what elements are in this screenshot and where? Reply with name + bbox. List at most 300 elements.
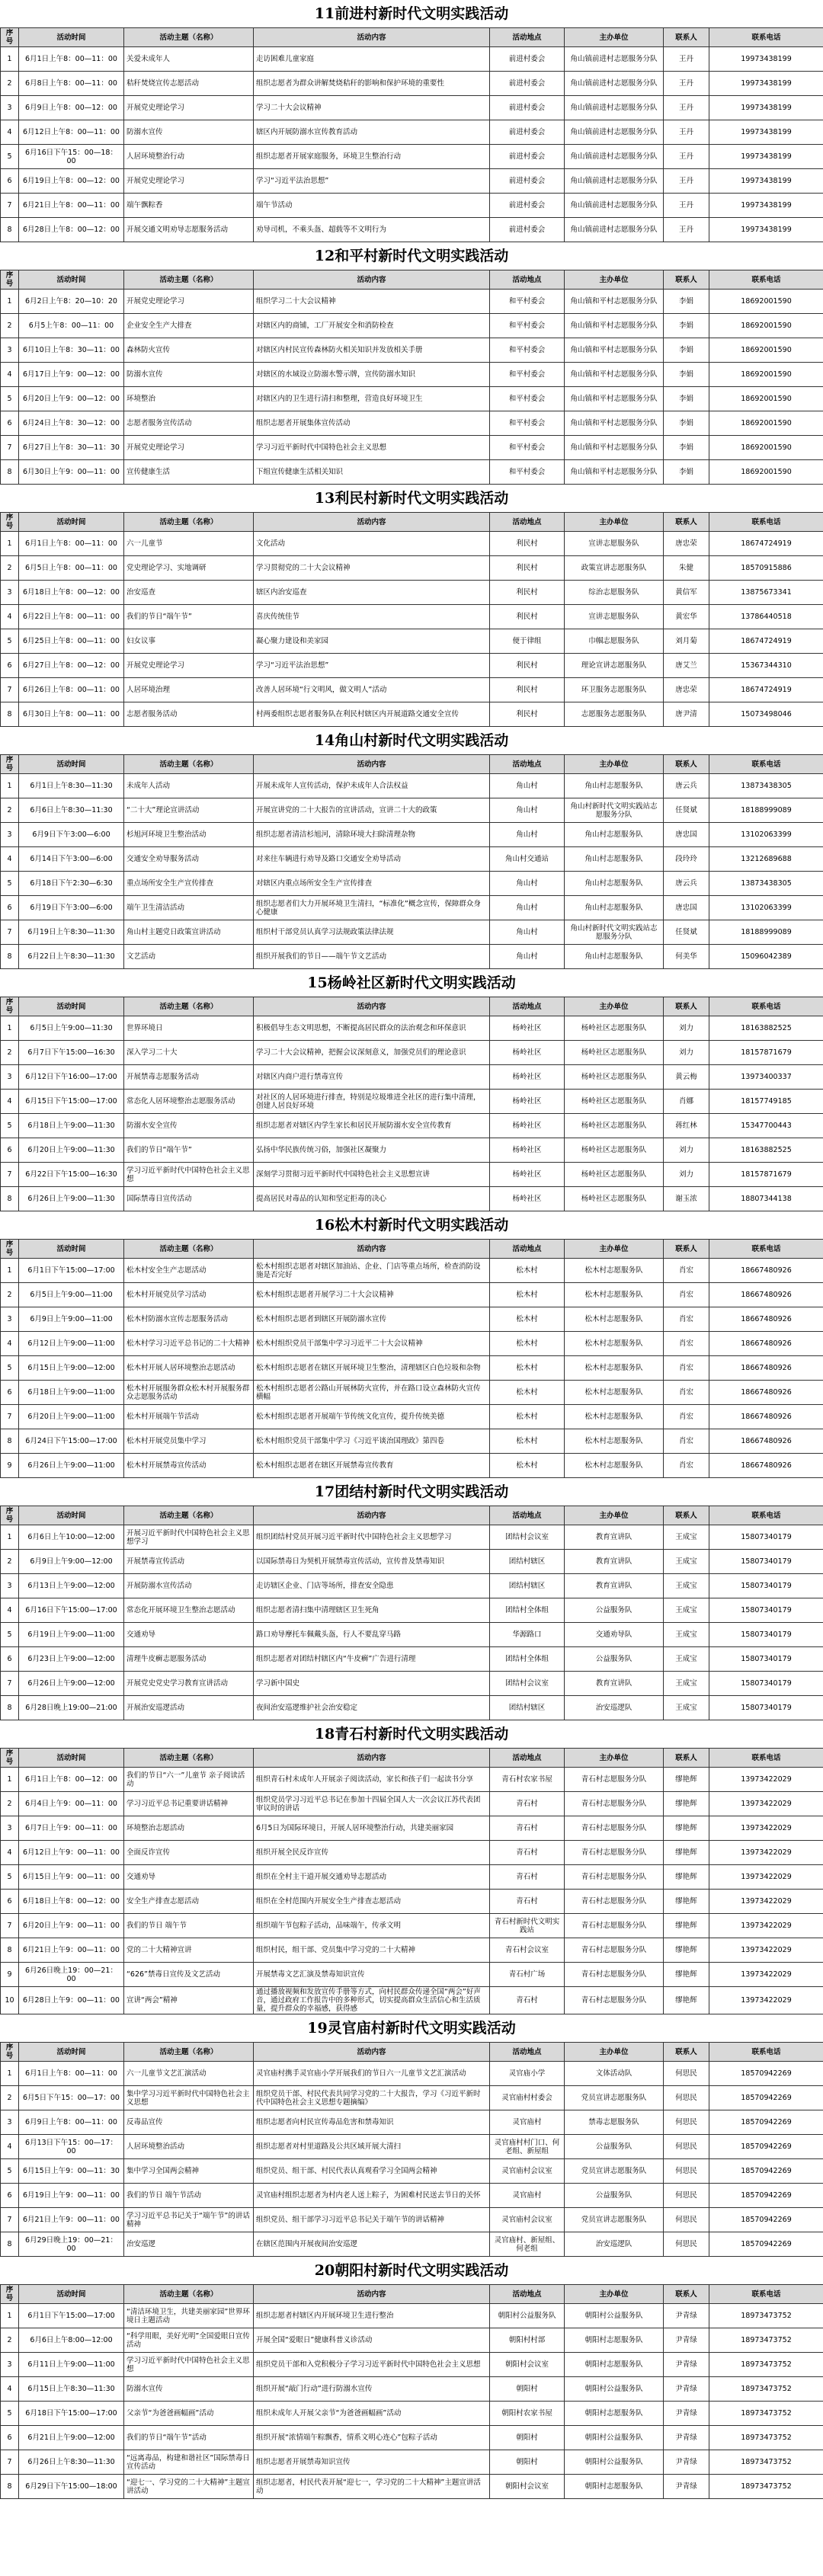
table-cell: 朝阳村村部	[490, 2328, 565, 2353]
table-cell: 何思民	[664, 2184, 709, 2208]
table-cell: 松木村组织志愿者到辖区开展防溺水宣传	[254, 1307, 490, 1332]
table-cell: 组织志愿者开展集体宣传活动	[254, 411, 490, 436]
table-cell: 治安巡逻队	[565, 2232, 664, 2257]
table-row	[1, 1016, 823, 1041]
table-cell: 王成宝	[664, 1696, 709, 1720]
table-row	[1, 1041, 823, 1065]
table-cell: 18667480926	[709, 1429, 823, 1454]
table-row	[1, 1865, 823, 1890]
table-cell: 灵官庙村村委会	[490, 2086, 565, 2110]
table-cell: 6月6日上午8:00—12:00	[19, 2328, 124, 2353]
table-row	[1, 774, 823, 798]
table-cell: 走访困难儿童家庭	[254, 47, 490, 72]
column-header: 联系人	[664, 2285, 709, 2304]
table-cell: 松木村	[490, 1405, 565, 1429]
table-cell: 2	[1, 798, 19, 823]
table-cell: 防溺水宣传	[124, 363, 254, 387]
table-cell: 任贤斌	[664, 798, 709, 823]
table-cell: 李娟	[664, 460, 709, 485]
table-cell: 唐忠荣	[664, 532, 709, 556]
table-cell: 组织志愿者，村民代表开展“迎七一，学习党的二十大精神”主题宣讲活动	[254, 2475, 490, 2499]
table-cell: 杨岭社区	[490, 1114, 565, 1138]
table-cell: 李娟	[664, 411, 709, 436]
table-cell: 8	[1, 945, 19, 969]
table-cell: 13973422029	[709, 1938, 823, 1963]
table-cell: 我们的节日 端午节	[124, 1914, 254, 1938]
table-cell: 6	[1, 1381, 19, 1405]
table-cell: 5	[1, 629, 19, 654]
table-cell: 6月5日上午9:00—11:00	[19, 1283, 124, 1307]
table-cell: 角山村志愿服务队	[565, 823, 664, 847]
table-cell: 6月29日下午15:00—18:00	[19, 2475, 124, 2499]
table-cell: 6月27日上午8：30—11：30	[19, 436, 124, 460]
table-cell: 18157749185	[709, 1090, 823, 1114]
table-cell: 开展党史理论学习	[124, 290, 254, 314]
column-header: 活动时间	[19, 1749, 124, 1768]
table-cell: 对辖区的水域设立防溺水警示牌，宣传防溺水知识	[254, 363, 490, 387]
table-cell: 5	[1, 872, 19, 896]
table-cell: 尹青绿	[664, 2402, 709, 2426]
table-cell: 和平村委会	[490, 460, 565, 485]
column-header: 活动内容	[254, 270, 490, 290]
table-row	[1, 1405, 823, 1429]
table-cell: 15073498046	[709, 702, 823, 727]
table-cell: 13102063399	[709, 823, 823, 847]
table-cell: 青石村	[490, 1890, 565, 1914]
table-cell: 松木村组织志愿者开展学习二十大会议精神	[254, 1283, 490, 1307]
table-cell: 交通劝导队	[565, 1623, 664, 1647]
table-cell: 李娟	[664, 363, 709, 387]
table-cell: 团结村全体组	[490, 1647, 565, 1672]
table-cell: 松木村组织党员干部集中学习习近平二十大会议精神	[254, 1332, 490, 1356]
column-header: 活动地点	[490, 1506, 565, 1525]
table-cell: 角山镇和平村志愿服务分队	[565, 387, 664, 411]
table-cell: 前进村委会	[490, 96, 565, 120]
table-cell: 走访辖区企业、门店等场所，排查安全隐患	[254, 1574, 490, 1598]
table-cell: 辖区内治安巡查	[254, 581, 490, 605]
table-cell: 开展党史理论学习	[124, 169, 254, 194]
table-cell: 3	[1, 1065, 19, 1090]
table-row	[1, 1090, 823, 1114]
table-cell: 开展党史理论学习	[124, 96, 254, 120]
table-cell: 18667480926	[709, 1405, 823, 1429]
column-header: 活动时间	[19, 2043, 124, 2062]
table-cell: 学习习近平总书记重要讲话精神	[124, 1792, 254, 1816]
table-cell: 何美华	[664, 945, 709, 969]
table-cell: 松木村开展服务群众松木村开展服务群众志愿服务活动	[124, 1381, 254, 1405]
table-cell: 18163882525	[709, 1016, 823, 1041]
table-cell: 角山镇和平村志愿服务分队	[565, 314, 664, 338]
section-title: 13利民村新时代文明实践活动	[314, 490, 509, 507]
column-header: 活动主题（名称）	[124, 997, 254, 1016]
table-row	[1, 1672, 823, 1696]
table-cell: 6月9日上午8：00—12：00	[19, 96, 124, 120]
table-cell: 18667480926	[709, 1332, 823, 1356]
column-header: 联系电话	[709, 755, 823, 774]
table-cell: 缪艳辉	[664, 1890, 709, 1914]
table-cell: 6月28日上午8：00—12：00	[19, 218, 124, 242]
table-cell: 18674724919	[709, 629, 823, 654]
table-cell: 组织在全村主干道开展交通劝导志愿活动	[254, 1865, 490, 1890]
table-cell: 教育宣讲队	[565, 1574, 664, 1598]
table-cell: 王丹	[664, 169, 709, 194]
table-cell: 何思民	[664, 2232, 709, 2257]
table-row	[1, 1525, 823, 1550]
table-cell: 清理牛皮癣志愿服务活动	[124, 1647, 254, 1672]
table-header-row	[1, 513, 823, 532]
table-cell: 6	[1, 169, 19, 194]
table-cell: 角山镇前进村志愿服务分队	[565, 47, 664, 72]
table-cell: 13973422029	[709, 1841, 823, 1865]
table-cell: 组织开展“敲门行动”进行防溺水宣传	[254, 2377, 490, 2402]
table-cell: 开展未成年人宣传活动，保护未成年人合法权益	[254, 774, 490, 798]
column-header: 序号	[1, 513, 19, 532]
table-cell: 6月12日上午9：00—11：00	[19, 1841, 124, 1865]
table-cell: 3	[1, 2353, 19, 2377]
table-cell: 松木村学习习近平总书记的二十大精神	[124, 1332, 254, 1356]
table-cell: 王成宝	[664, 1672, 709, 1696]
table-cell: 18973473752	[709, 2328, 823, 2353]
table-cell: 下组宣传健康生活相关知识	[254, 460, 490, 485]
table-cell: 6月18日下午15:00—17:00	[19, 2402, 124, 2426]
table-cell: 5	[1, 387, 19, 411]
table-cell: 2	[1, 2328, 19, 2353]
table-row	[1, 1065, 823, 1090]
table-cell: 15347700443	[709, 1114, 823, 1138]
table-cell: 角山村	[490, 945, 565, 969]
table-cell: 理论宣讲志愿服务队	[565, 654, 664, 678]
table-cell: 尹青绿	[664, 2328, 709, 2353]
table-cell: 开展党史理论学习	[124, 436, 254, 460]
table-cell: 开展禁毒文艺汇演及禁毒知识宣传	[254, 1963, 490, 1987]
table-cell: 学习习近平新时代中国特色社会主义思想	[254, 436, 490, 460]
column-header: 活动内容	[254, 513, 490, 532]
table-cell: 6月20日上午9：00—11：00	[19, 1914, 124, 1938]
table-cell: 6月27日上午8：00—12：00	[19, 654, 124, 678]
activity-section	[0, 485, 823, 727]
table-cell: 缪艳辉	[664, 1768, 709, 1792]
table-cell: 2	[1, 314, 19, 338]
table-cell: 19973438199	[709, 194, 823, 218]
table-cell: 组织志愿者向村民宣传毒品危害和禁毒知识	[254, 2110, 490, 2135]
table-cell: 6月15日上午9：00—11：00	[19, 1865, 124, 1890]
table-cell: 杨岭社区	[490, 1187, 565, 1211]
table-cell: 环境整治志愿活动	[124, 1816, 254, 1841]
table-row	[1, 169, 823, 194]
table-cell: 松木村	[490, 1307, 565, 1332]
table-cell: 肖宏	[664, 1283, 709, 1307]
table-cell: 防溺水宣传	[124, 120, 254, 145]
table-cell: 6月26日上午9:00—11:00	[19, 1454, 124, 1478]
table-row	[1, 556, 823, 581]
table-cell: 尹青绿	[664, 2377, 709, 2402]
table-cell: 6月21日上午9:00—12:00	[19, 2426, 124, 2450]
table-cell: 角山镇前进村志愿服务分队	[565, 194, 664, 218]
activity-section	[0, 1211, 823, 1478]
section-title: 14角山村新时代文明实践活动	[314, 732, 509, 749]
table-cell: 4	[1, 2377, 19, 2402]
table-row	[1, 2086, 823, 2110]
table-cell: 角山村主题党日政策宣讲活动	[124, 920, 254, 945]
table-cell: 5	[1, 1356, 19, 1381]
table-cell: 肖宏	[664, 1454, 709, 1478]
table-cell: 团结村会议室	[490, 1672, 565, 1696]
table-cell: 人居环境整治活动	[124, 2135, 254, 2159]
table-cell: 19973438199	[709, 169, 823, 194]
table-cell: 18667480926	[709, 1259, 823, 1283]
table-cell: 5	[1, 1865, 19, 1890]
column-header: 活动时间	[19, 513, 124, 532]
table-cell: 松木村开展禁毒宣传活动	[124, 1454, 254, 1478]
table-cell: 辖区内开展防溺水宣传教育活动	[254, 120, 490, 145]
table-cell: 灵官庙村携手灵官庙小学开展我们的节日六一儿童节文艺汇演活动	[254, 2062, 490, 2086]
table-cell: 1	[1, 774, 19, 798]
table-cell: 李娟	[664, 290, 709, 314]
table-cell: 18692001590	[709, 314, 823, 338]
table-cell: 6月26日上午8:30—11:30	[19, 2450, 124, 2475]
table-cell: 肖宏	[664, 1429, 709, 1454]
table-row	[1, 2208, 823, 2232]
table-cell: 18157871679	[709, 1041, 823, 1065]
table-cell: 黄云梅	[664, 1065, 709, 1090]
table-cell: 4	[1, 1598, 19, 1623]
table-cell: 1	[1, 290, 19, 314]
table-cell: 组织志愿者开展家庭服务，环境卫生整治行动	[254, 145, 490, 169]
table-row	[1, 72, 823, 96]
table-cell: 灵官庙村村门口、何老组、新屋组	[490, 2135, 565, 2159]
table-cell: 6月18日上午9:00—11:00	[19, 1381, 124, 1405]
table-cell: 角山镇和平村志愿服务分队	[565, 436, 664, 460]
table-cell: 6月21日上午9：00—11：00	[19, 2208, 124, 2232]
table-cell: 团结村辖区	[490, 1574, 565, 1598]
table-cell: 党员宣讲志愿服务队	[565, 2086, 664, 2110]
table-cell: 8	[1, 1696, 19, 1720]
table-cell: 18973473752	[709, 2450, 823, 2475]
column-header: 联系电话	[709, 513, 823, 532]
table-cell: 王成宝	[664, 1550, 709, 1574]
table-cell: 朝阳村会议室	[490, 2353, 565, 2377]
table-cell: 6月5日上午8：00—11：00	[19, 556, 124, 581]
column-header: 联系人	[664, 755, 709, 774]
table-cell: 学习二十大会议精神，把握会议深刻意义，加强党员们的理论意识	[254, 1041, 490, 1065]
column-header: 序号	[1, 1506, 19, 1525]
column-header: 活动时间	[19, 28, 124, 47]
table-cell: 角山镇前进村志愿服务分队	[565, 218, 664, 242]
table-cell: 凝心聚力建设和美家园	[254, 629, 490, 654]
table-cell: 4	[1, 2135, 19, 2159]
table-cell: 18973473752	[709, 2402, 823, 2426]
table-cell: 6月25日上午8：00—11：00	[19, 629, 124, 654]
table-cell: “清洁环境卫生，共建美丽家园”世界环境日主题活动	[124, 2304, 254, 2328]
table-cell: 8	[1, 1938, 19, 1963]
table-cell: 对来往车辆进行劝导及路口交通安全劝导活动	[254, 847, 490, 872]
table-row	[1, 2159, 823, 2184]
table-row	[1, 363, 823, 387]
table-cell: 2	[1, 1283, 19, 1307]
table-row	[1, 1138, 823, 1163]
table-cell: 防溺水安全宣传	[124, 1114, 254, 1138]
table-cell: 7	[1, 1672, 19, 1696]
table-cell: 缪艳辉	[664, 1816, 709, 1841]
table-row	[1, 387, 823, 411]
table-cell: 7	[1, 1405, 19, 1429]
table-row	[1, 218, 823, 242]
column-header: 序号	[1, 270, 19, 290]
section-title: 15杨岭社区新时代文明实践活动	[307, 974, 516, 991]
table-cell: 5	[1, 2402, 19, 2426]
table-cell: 青石村	[490, 1987, 565, 2014]
table-cell: 13873438305	[709, 774, 823, 798]
table-cell: 6月24日上午8：30—12：00	[19, 411, 124, 436]
table-row	[1, 629, 823, 654]
table-cell: 王成宝	[664, 1623, 709, 1647]
table-cell: 7	[1, 678, 19, 702]
table-cell: 开展防溺水宣传活动	[124, 1574, 254, 1598]
column-header: 活动主题（名称）	[124, 755, 254, 774]
table-cell: 松木村开展人居环境整治志愿活动	[124, 1356, 254, 1381]
table-cell: 18674724919	[709, 678, 823, 702]
table-row	[1, 338, 823, 363]
table-cell: 志愿者服务活动	[124, 702, 254, 727]
table-cell: 和平村委会	[490, 290, 565, 314]
table-cell: 唐忠国	[664, 823, 709, 847]
table-cell: 19973438199	[709, 120, 823, 145]
table-cell: 刘力	[664, 1016, 709, 1041]
table-cell: 青石村	[490, 1865, 565, 1890]
table-cell: 朝阳村公益服务队	[565, 2304, 664, 2328]
table-cell: 环境整治	[124, 387, 254, 411]
table-cell: 组织志愿者村辖区内开展环境卫生进行整治	[254, 2304, 490, 2328]
table-row	[1, 678, 823, 702]
table-cell: 8	[1, 2232, 19, 2257]
table-cell: 4	[1, 120, 19, 145]
table-cell: 杨岭社区志愿服务队	[565, 1163, 664, 1187]
column-header: 联系人	[664, 997, 709, 1016]
table-cell: 13786440518	[709, 605, 823, 629]
table-cell: 对社区的人居环境进行排查，特别是垃圾堆进全社区的进行集中清理，创建人居良好环境	[254, 1090, 490, 1114]
table-cell: 朝阳村	[490, 2426, 565, 2450]
table-cell: 朝阳村会议室	[490, 2475, 565, 2499]
table-cell: 前进村委会	[490, 72, 565, 96]
column-header: 主办单位	[565, 2043, 664, 2062]
table-cell: 青石村志愿服务分队	[565, 1768, 664, 1792]
table-cell: 团结村会议室	[490, 1525, 565, 1550]
table-cell: 利民村	[490, 702, 565, 727]
table-cell: 6月16日下午15:00—17:00	[19, 1598, 124, 1623]
table-cell: 3	[1, 1307, 19, 1332]
column-header: 活动时间	[19, 1240, 124, 1259]
table-cell: 青石村新时代文明实践站	[490, 1914, 565, 1938]
table-cell: 学习“习近平法治思想”	[254, 169, 490, 194]
activity-section	[0, 727, 823, 969]
table-cell: 18973473752	[709, 2304, 823, 2328]
table-cell: 6月26日上午8：00—11：00	[19, 678, 124, 702]
table-cell: 党员宣讲志愿服务队	[565, 2208, 664, 2232]
table-row	[1, 145, 823, 169]
table-cell: 我们的节日“端午节”活动	[124, 2426, 254, 2450]
table-cell: 8	[1, 1187, 19, 1211]
table-cell: 18674724919	[709, 532, 823, 556]
column-header: 联系电话	[709, 1506, 823, 1525]
table-cell: 2	[1, 2086, 19, 2110]
table-cell: 6月12日下午16:00—17:00	[19, 1065, 124, 1090]
table-cell: 交通劝导	[124, 1623, 254, 1647]
table-cell: 9	[1, 1454, 19, 1478]
table-cell: 安全生产排查志愿活动	[124, 1890, 254, 1914]
table-cell: 青石村志愿服务分队	[565, 1792, 664, 1816]
table-cell: 和平村委会	[490, 314, 565, 338]
column-header: 序号	[1, 997, 19, 1016]
table-cell: 松木村志愿服务队	[565, 1307, 664, 1332]
table-cell: 松木村开展党员学习活动	[124, 1283, 254, 1307]
table-cell: 6月12日上午9:00—11:00	[19, 1332, 124, 1356]
table-cell: 角山镇前进村志愿服务分队	[565, 145, 664, 169]
table-cell: 我们的节日“六一”儿童节 亲子阅读活动	[124, 1768, 254, 1792]
table-cell: 灵官庙村会议室	[490, 2208, 565, 2232]
table-cell: 19973438199	[709, 96, 823, 120]
section-title: 16松木村新时代文明实践活动	[314, 1217, 509, 1234]
table-cell: 尹青绿	[664, 2304, 709, 2328]
table-cell: 改善人居环境“行文明风，做文明人”活动	[254, 678, 490, 702]
table-cell: 18692001590	[709, 460, 823, 485]
table-cell: 学习贯彻党的二十大会议精神	[254, 556, 490, 581]
table-cell: 6月16日下午15：00—18：00	[19, 145, 124, 169]
table-cell: 6	[1, 1890, 19, 1914]
table-cell: 6月9日上午9:00—12:00	[19, 1550, 124, 1574]
table-cell: 宣讲志愿服务队	[565, 532, 664, 556]
table-cell: 6月12日上午8：00—11：00	[19, 120, 124, 145]
table-cell: 6月26日晚上19：00—21：00	[19, 1963, 124, 1987]
column-header: 活动地点	[490, 2043, 565, 2062]
table-cell: 李娟	[664, 436, 709, 460]
table-cell: 肖宏	[664, 1332, 709, 1356]
table-cell: 4	[1, 1090, 19, 1114]
activity-section	[0, 242, 823, 485]
table-cell: 6月19日上午9:00—11:00	[19, 1623, 124, 1647]
table-cell: 松木村防溺水宣传志愿服务活动	[124, 1307, 254, 1332]
table-row	[1, 2304, 823, 2328]
table-cell: 7	[1, 194, 19, 218]
table-cell: 夜间治安巡逻维护社会治安稳定	[254, 1696, 490, 1720]
table-cell: 6月28日晚上19:00—21:00	[19, 1696, 124, 1720]
activity-table	[0, 2042, 823, 2257]
table-cell: 松木村志愿服务队	[565, 1259, 664, 1283]
table-cell: 组织志愿者对团结村辖区内“牛皮癣”广告进行清理	[254, 1647, 490, 1672]
table-cell: 李娟	[664, 387, 709, 411]
table-cell: 段玲玲	[664, 847, 709, 872]
table-cell: 刘月菊	[664, 629, 709, 654]
table-cell: 6月20日上午9:00—11:30	[19, 1138, 124, 1163]
table-cell: 唐云兵	[664, 872, 709, 896]
table-cell: 7	[1, 1914, 19, 1938]
activity-section	[0, 1478, 823, 1720]
table-cell: 世界环境日	[124, 1016, 254, 1041]
table-row	[1, 1259, 823, 1283]
table-cell: 党员宣讲志愿服务队	[565, 2159, 664, 2184]
table-row	[1, 798, 823, 823]
table-cell: 19973438199	[709, 218, 823, 242]
table-row	[1, 1987, 823, 2014]
table-cell: 松木村组织志愿者公路山开展林防火宣传，并在路口设立森林防火宣传横幅	[254, 1381, 490, 1405]
column-header: 联系人	[664, 1749, 709, 1768]
table-row	[1, 1114, 823, 1138]
table-cell: 治安巡逻	[124, 2232, 254, 2257]
table-row	[1, 2426, 823, 2450]
table-cell: 6月26日上午9:00—12:00	[19, 1672, 124, 1696]
table-cell: 6月5日上午9:00—11:30	[19, 1016, 124, 1041]
table-cell: 对辖区内的卫生进行清扫和整理，营造良好环境卫生	[254, 387, 490, 411]
table-row	[1, 2135, 823, 2159]
